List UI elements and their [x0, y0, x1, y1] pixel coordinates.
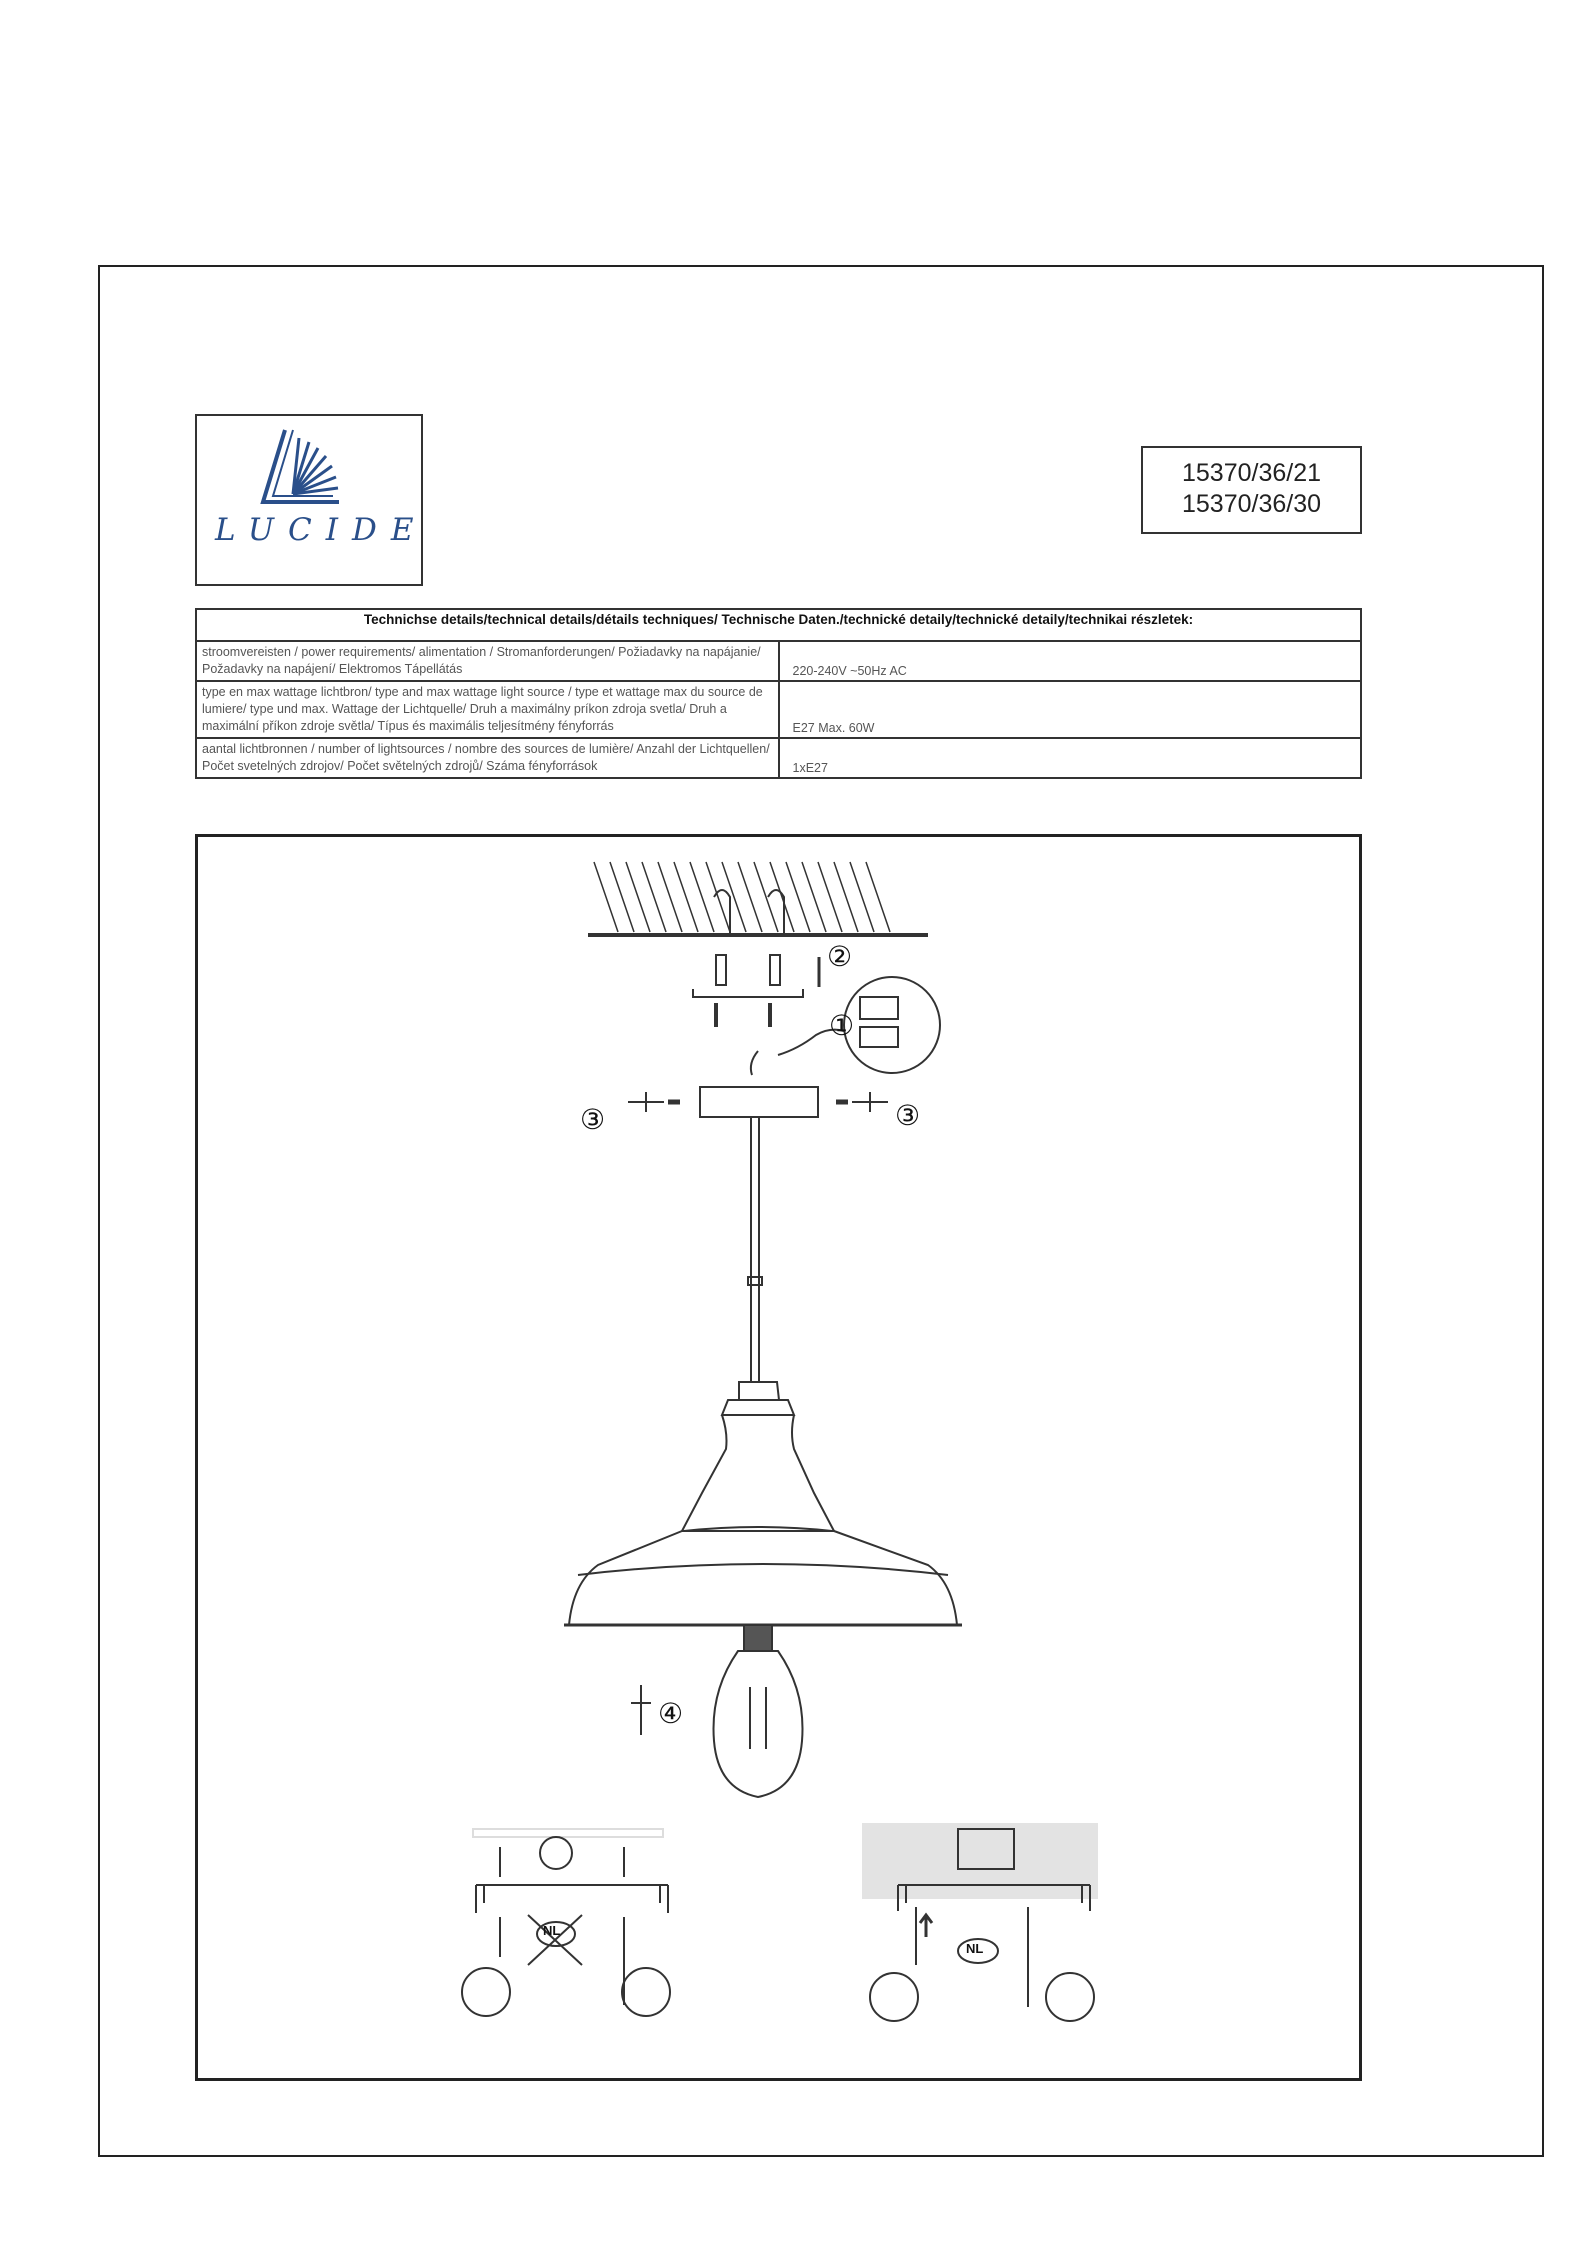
- nl-mark: NL: [543, 1923, 561, 1938]
- lucide-logo-mark: [197, 416, 428, 588]
- callout-2: ②: [827, 941, 853, 972]
- callout-3-left: ③: [580, 1104, 606, 1135]
- wall-plugs-illustration: [716, 955, 819, 987]
- product-code: 15370/36/21: [1181, 459, 1322, 487]
- spec-value: 220-240V ~50Hz AC: [779, 641, 1362, 681]
- table-row: [196, 681, 1361, 738]
- callout-3-right: ③: [895, 1100, 921, 1131]
- wiring-detail-right: [862, 1823, 1098, 2021]
- wiring-detail-left: [462, 1829, 670, 2016]
- table-header: Technichse details/technical details/détails techniques/ Technische Daten./technické detaily/technické detaily/technikai részletek:: [196, 609, 1361, 641]
- table-row: [196, 738, 1361, 778]
- product-code-box: [1141, 446, 1362, 534]
- spec-label: stroomvereisten / power requirements/ alimentation / Stromanforderungen/ Požiadavky na napájanie/ Požadavky na napájení/ Elektromos Tápellátás: [196, 641, 779, 681]
- spec-label: type en max wattage lichtbron/ type and max wattage light source / type et wattage max du source de lumiere/ type und max. Wattage der Lichtquelle/ Druh a maximálny príkon zdroja svetla/ Druh a maximální příkon zdroje světla/ Típus és maximális teljesítmény fényforrás: [196, 681, 779, 738]
- callout-1: ①: [829, 1010, 855, 1041]
- mounting-bracket-illustration: [693, 989, 803, 1027]
- table-row: [196, 641, 1361, 681]
- spec-value: E27 Max. 60W: [779, 681, 1362, 738]
- brand-logo: [195, 414, 428, 586]
- ceiling-illustration: [588, 862, 928, 937]
- spec-value: 1xE27: [779, 738, 1362, 778]
- nl-mark: NL: [966, 1941, 984, 1956]
- product-code: 15370/36/30: [1181, 490, 1322, 518]
- bulb-illustration: [631, 1625, 803, 1797]
- assembly-diagram: [195, 834, 1362, 2081]
- logo-wordmark: LUCIDE: [215, 512, 428, 548]
- canopy-illustration: [628, 1087, 888, 1117]
- spec-label: aantal lichtbronnen / number of lightsources / nombre des sources de lumière/ Anzahl der Lichtquellen/ Počet svetelných zdrojov/ Počet světelných zdrojů/ Száma fényforrások: [196, 738, 779, 778]
- installation-drawing: [198, 837, 1359, 2078]
- pendant-shade-illustration: [564, 1382, 962, 1625]
- callout-4: ④: [658, 1698, 684, 1729]
- technical-details-table: [195, 608, 1362, 779]
